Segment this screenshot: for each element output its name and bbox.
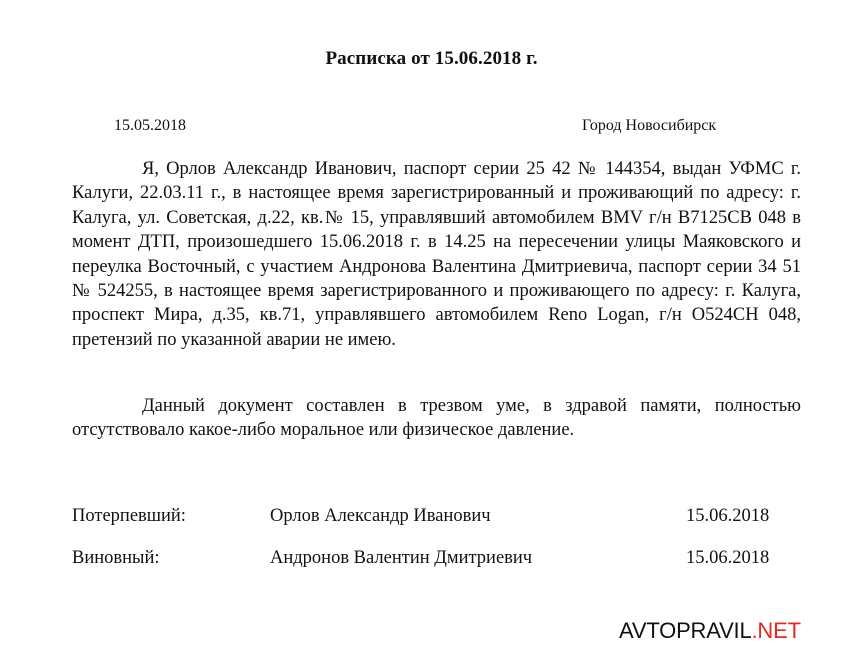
watermark-tld: .NET — [751, 618, 801, 643]
document-title: Расписка от 15.06.2018 г. — [325, 48, 538, 69]
watermark-main: AVTOPRAVIL — [619, 618, 752, 643]
document-date: 15.05.2018 — [114, 117, 186, 134]
signature-role: Потерпевший: — [72, 506, 186, 526]
signature-name: Орлов Александр Иванович — [270, 506, 491, 526]
signature-role: Виновный: — [72, 548, 160, 568]
signature-row-victim — [72, 506, 792, 530]
site-watermark — [619, 618, 801, 644]
document-city: Город Новосибирск — [582, 117, 717, 134]
signature-name: Андронов Валентин Дмитриевич — [270, 548, 533, 568]
signature-date: 15.06.2018 — [686, 548, 770, 568]
signature-row-culprit — [72, 548, 792, 572]
declaration-paragraph: Данный документ составлен в трезвом уме, в здравой памяти, полностью отсутствовало какое-либо моральное или физическое давление. — [72, 396, 801, 441]
signature-date: 15.06.2018 — [686, 506, 770, 526]
statement-paragraph: Я, Орлов Александр Иванович, паспорт серии 25 42 № 144354, выдан УФМС г. Калуги, 22.03.11 г., в настоящее время зарегистрированный и проживающий по адресу: г. Калуга, ул. Советская, д.22, кв.№ 15, управлявший автомобилем BMV г/н В7125СВ 048 в момент ДТП, произошедшего 15.06.2018 г. в 14.25 на пересечении улицы Маяковского и переулка Восточный, с участием Андронова Валентина Дмитриевича, паспорт серии 34 51 № 524255, в настоящее время зарегистрированного и проживающего по адресу: г. Калуга, проспект Мира, д.35, кв.71, управлявшего автомобилем Reno Logan, г/н О524СН 048, претензий по указанной аварии не имею. — [72, 159, 801, 350]
